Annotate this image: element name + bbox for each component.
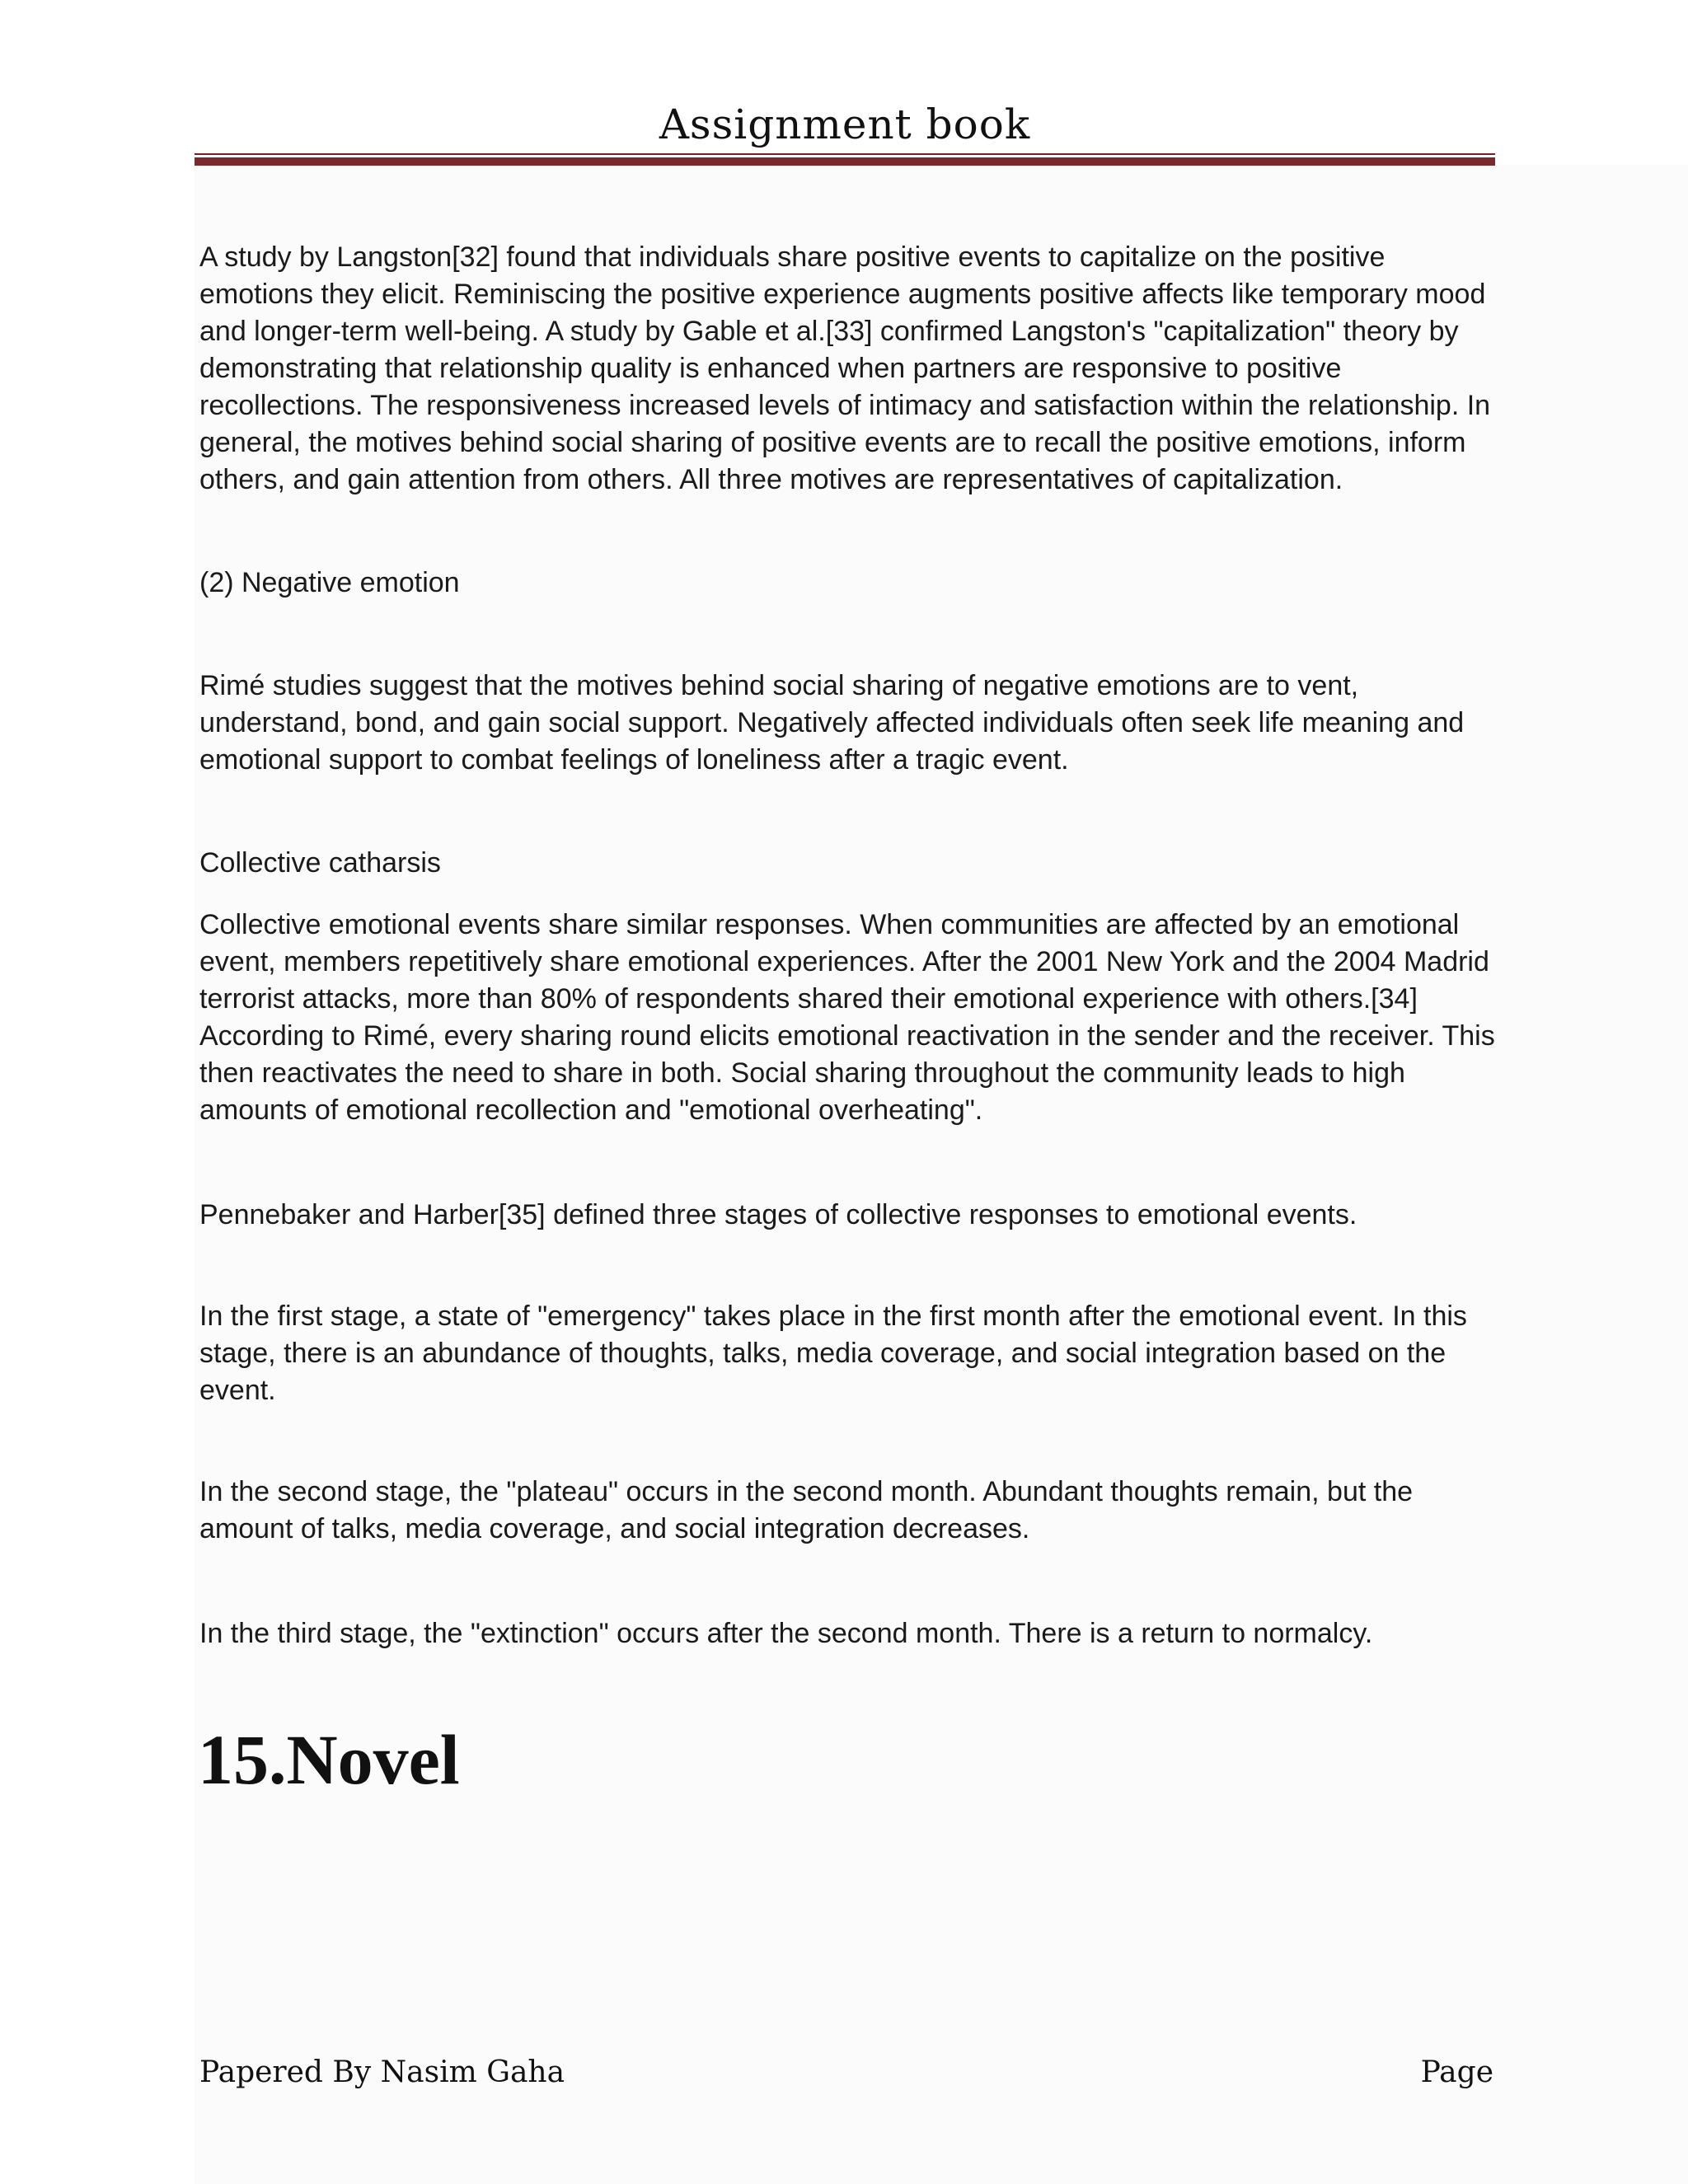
- paragraph-stages-intro: Pennebaker and Harber[35] defined three stages of collective responses to emotional events.: [199, 1199, 1357, 1230]
- paragraph-collective-events: Collective emotional events share similar responses. When communities are affected by an emotional event, members repetitively share emotional experiences. After the 2001 New York and the 2004 Madrid terrorist attacks, more than 80% of respondents shared their emotional experience with others.[34] According to Rimé, every sharing round elicits emotional reactivation in the sender and the receiver. This then reactivates the need to share in both. Social sharing throughout the community leads to high amounts of emotional recollection and "emotional overheating".: [199, 909, 1495, 1126]
- header-rule-thin: [195, 153, 1495, 155]
- header-title: Assignment book: [659, 101, 1031, 148]
- paragraph-stage-three: In the third stage, the "extinction" occurs after the second month. There is a return to normalcy.: [199, 1618, 1373, 1649]
- paragraph-stage-two: In the second stage, the "plateau" occurs in the second month. Abundant thoughts remain, but the amount of talks, media coverage, and social integration decreases.: [199, 1476, 1414, 1544]
- header-rule-thick: [195, 157, 1495, 166]
- section-heading-novel: 15.Novel: [198, 1720, 460, 1799]
- subheading-negative-emotion: (2) Negative emotion: [199, 567, 460, 598]
- page-header: [195, 96, 1495, 153]
- subheading-collective-catharsis: Collective catharsis: [199, 847, 441, 879]
- paragraph-negative-emotion: Rimé studies suggest that the motives behind social sharing of negative emotions are to vent, understand, bond, and gain social support. Negatively affected individuals often seek life meaning and emotional support to combat feelings of loneliness after a tragic event.: [199, 670, 1465, 776]
- paragraph-stage-one: In the first stage, a state of "emergency" takes place in the first month after the emotional event. In this stage, there is an abundance of thoughts, talks, media coverage, and social integration based on the event.: [199, 1301, 1467, 1406]
- footer-author: Papered By Nasim Gaha: [199, 2055, 565, 2089]
- footer-page-label: Page: [1420, 2055, 1493, 2089]
- paragraph-capitalization: A study by Langston[32] found that individuals share positive events to capitalize on the positive emotions they elicit. Reminiscing the positive experience augments positive affects like temporary mood and longer-term well-being. A study by Gable et al.[33] confirmed Langston's "capitalization" theory by demonstrating that relationship quality is enhanced when partners are responsive to positive recollections. The responsiveness increased levels of intimacy and satisfaction within the relationship. In general, the motives behind social sharing of positive events are to recall the positive emotions, inform others, and gain attention from others. All three motives are representatives of capitalization.: [199, 241, 1491, 495]
